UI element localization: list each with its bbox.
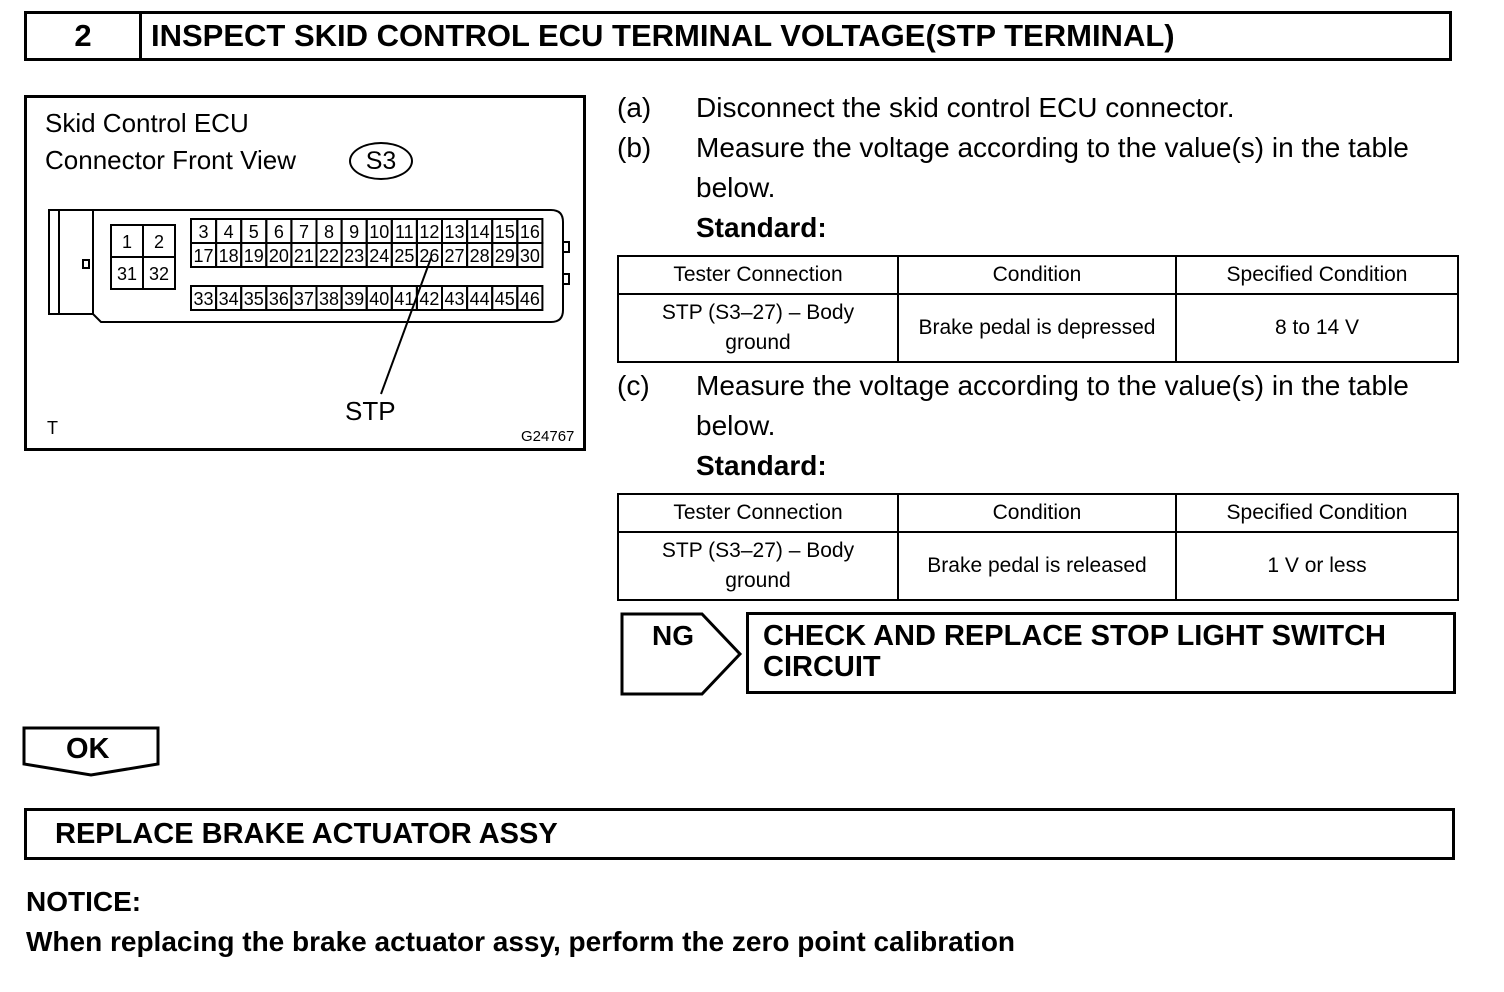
terminal-number: 7 [298,222,309,242]
table-header-cell: Specified Condition [1176,256,1458,294]
terminal-number: 17 [193,246,214,266]
terminal-number: 20 [268,246,289,266]
terminal-number: 26 [419,246,440,266]
terminal-number: 16 [519,222,540,242]
figure-title-line1: Skid Control ECU [45,108,249,138]
notice-heading: NOTICE: [26,886,142,917]
terminal-number: 30 [519,246,540,266]
table-row [618,294,1458,362]
terminal-number: 12 [419,222,440,242]
stp-pointer-line [381,258,431,394]
terminal-number: 46 [519,289,540,309]
terminal-number: 24 [369,246,390,266]
terminal-number: 13 [444,222,465,242]
notice-text: When replacing the brake actuator assy, perform the zero point calibration [26,926,1016,957]
ng-action-box [746,612,1456,694]
figure-corner-mark: T [47,418,58,438]
tester-connection-line2: ground [725,569,791,592]
step-b-text-line1: Measure the voltage according to the value(s) in the table [696,132,1409,163]
terminal-number: 45 [494,289,515,309]
terminal-number: 33 [193,289,214,309]
terminal-number: 8 [324,222,335,242]
terminal-number: 29 [494,246,515,266]
table-header-cell: Tester Connection [618,256,898,294]
tester-connection-cell [618,532,898,600]
terminal-number: 21 [293,246,314,266]
terminal-number: 32 [148,264,170,284]
spec-table-depressed [617,255,1459,363]
table-header-row [618,494,1458,532]
terminal-number: 25 [394,246,415,266]
housing-tab [563,274,569,284]
figure-code: G24767 [521,428,575,445]
table-header-cell: Specified Condition [1176,494,1458,532]
step-c-standard: Standard: [696,450,827,481]
procedure-header [24,11,1452,61]
stp-pointer-label: STP [345,396,396,426]
terminal-number: 4 [223,222,234,242]
terminal-number: 22 [319,246,340,266]
connector-id-badge: S3 [349,142,413,180]
ok-label: OK [66,733,110,765]
step-b-label: (b) [617,132,652,163]
terminal-number: 31 [116,264,138,284]
terminal-number: 10 [369,222,390,242]
terminal-number: 37 [293,289,314,309]
ng-action-line2: CIRCUIT [763,651,881,683]
step-b-text-line2: below. [696,172,776,203]
terminal-number: 5 [248,222,259,242]
tester-connection-line2: ground [725,331,791,354]
terminal-number: 19 [243,246,264,266]
ng-label: NG [652,620,694,651]
ng-action-text [763,621,1443,683]
tester-connection-line1: STP (S3–27) – Body [661,539,855,562]
terminal-number: 42 [419,289,440,309]
terminal-number: 9 [349,222,360,242]
terminal-number: 28 [469,246,490,266]
terminal-number: 36 [268,289,289,309]
specified-condition-cell: 1 V or less [1176,532,1458,600]
step-title: INSPECT SKID CONTROL ECU TERMINAL VOLTAGE(STP TERMINAL) [151,18,1175,53]
tester-connection-line1: STP (S3–27) – Body [661,301,855,324]
terminal-number: 41 [394,289,415,309]
terminal-number: 1 [121,232,133,252]
terminal-number: 34 [218,289,239,309]
figure-title-line2: Connector Front View [45,145,296,175]
terminal-number: 18 [218,246,239,266]
condition-cell: Brake pedal is depressed [898,294,1176,362]
tester-connection-cell [618,294,898,362]
table-header-row [618,256,1458,294]
step-c-text-line1: Measure the voltage according to the value(s) in the table [696,370,1409,401]
housing-notch [83,260,89,268]
step-b-standard: Standard: [696,212,827,243]
table-header-cell: Tester Connection [618,494,898,532]
step-number: 2 [27,14,142,58]
step-c-label: (c) [617,370,650,401]
step-c-text-line2: below. [696,410,776,441]
specified-condition-cell: 8 to 14 V [1176,294,1458,362]
spec-table-released [617,493,1459,601]
terminal-number: 3 [198,222,209,242]
terminal-number: 43 [444,289,465,309]
terminal-number: 15 [494,222,515,242]
step-a-label: (a) [617,92,652,123]
condition-cell: Brake pedal is released [898,532,1176,600]
connector-figure [24,95,586,451]
terminal-number: 39 [344,289,365,309]
table-header-cell: Condition [898,256,1176,294]
terminal-number: 23 [344,246,365,266]
terminal-number: 6 [273,222,284,242]
terminal-number: 40 [369,289,390,309]
table-header-cell: Condition [898,494,1176,532]
ng-action-line1: CHECK AND REPLACE STOP LIGHT SWITCH [763,620,1386,652]
terminal-number: 44 [469,289,490,309]
replace-action-text: REPLACE BRAKE ACTUATOR ASSY [55,817,558,850]
step-a-text: Disconnect the skid control ECU connector. [696,92,1235,123]
terminal-number: 14 [469,222,490,242]
terminal-number: 2 [153,232,165,252]
housing-tab [563,242,569,252]
terminal-number: 11 [395,222,414,242]
table-row [618,532,1458,600]
terminal-number: 27 [444,246,465,266]
terminal-number: 35 [243,289,264,309]
terminal-number: 38 [319,289,340,309]
replace-action-box [24,808,1455,860]
